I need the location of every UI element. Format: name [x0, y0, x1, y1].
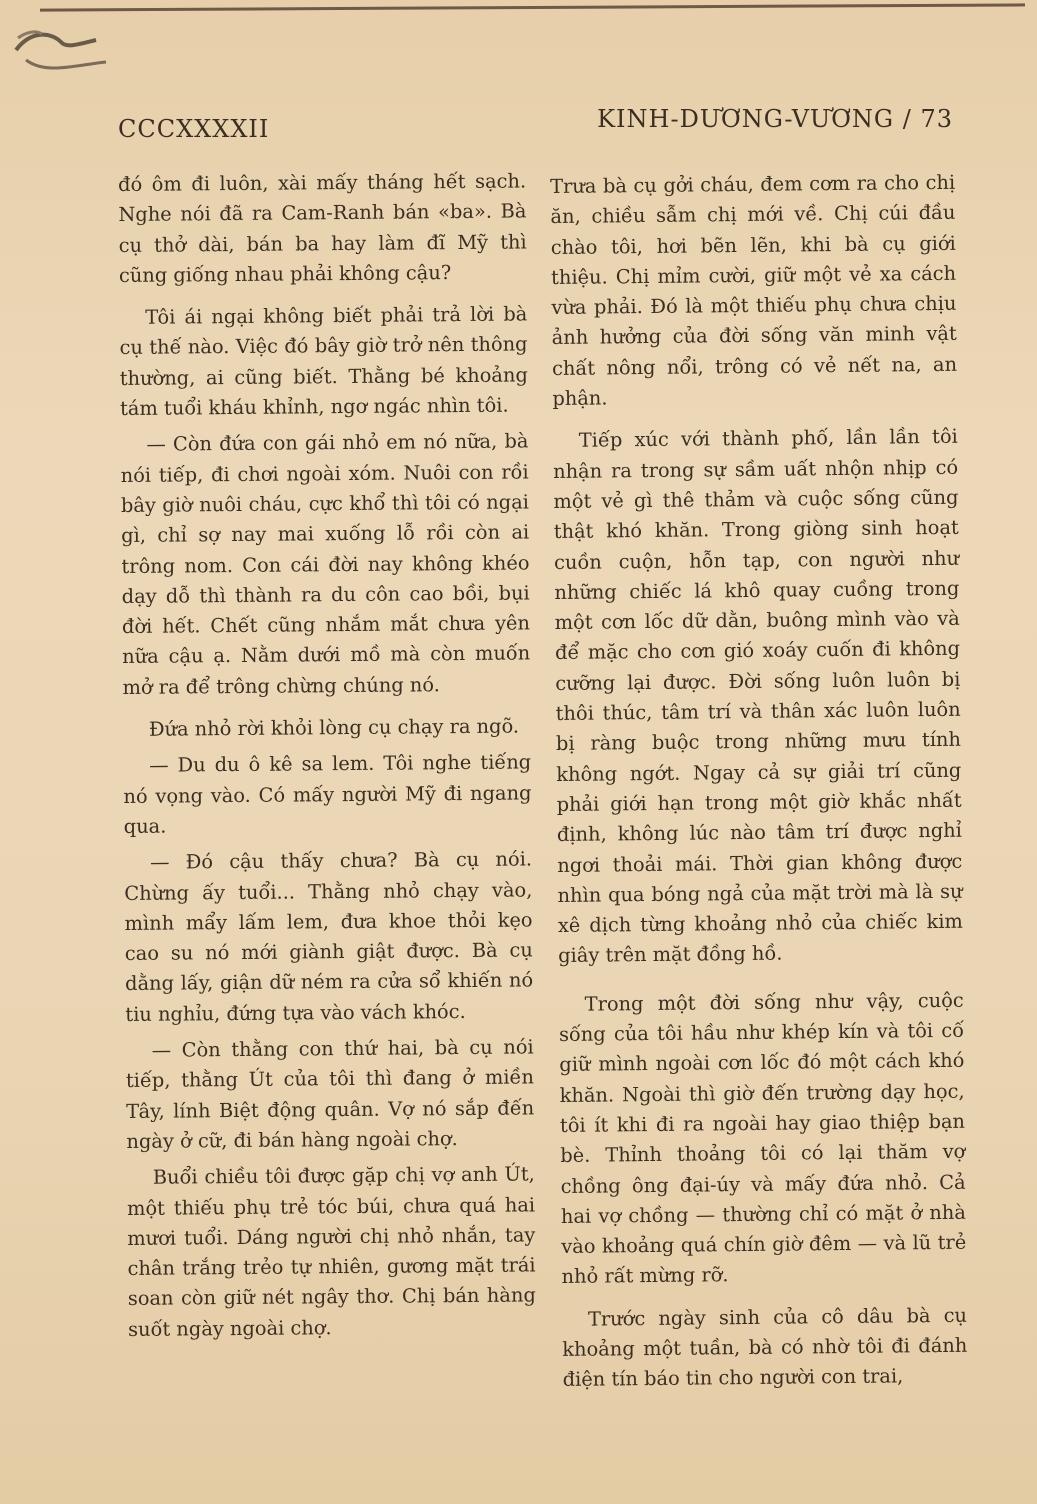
paragraph: Trước ngày sinh của cô dâu bà cụ khoảng một tuần, bà có nhờ tôi đi đánh điện tín báo tin cho người con trai, [562, 1303, 968, 1392]
left-text-column [118, 166, 536, 1350]
right-text-column [550, 168, 968, 1402]
corner-ornament-icon [6, 20, 116, 80]
paragraph: — Du du ô kê sa lem. Tôi nghe tiếng nó vọng vào. Có mấy người Mỹ đi ngang qua. [123, 750, 532, 838]
paragraph: Đứa nhỏ rời khỏi lòng cụ chạy ra ngõ. [148, 714, 520, 741]
header-title-page-number: KINH-DƯƠNG-VƯƠNG / 73 [597, 105, 953, 133]
running-header [118, 105, 953, 145]
paragraph: Buổi chiều tôi được gặp chị vợ anh Út, một thiếu phụ trẻ tóc búi, chưa quá hai mươi tuổi. Dáng người chị nhỏ nhắn, tay chân trắng trẻo tự nhiên, gương mặt trái soan còn giữ nét ngây thơ. Chị bán hàng suốt ngày ngoài chợ. [126, 1162, 536, 1341]
paragraph: — Đó cậu thấy chưa? Bà cụ nói. Chừng ấy tuổi... Thằng nhỏ chạy vào, mình mẩy lấm lem, đưa khoe thỏi kẹo cao su nó mới giành giật được. Bà cụ dằng lấy, giận dữ ném ra cửa sổ khiến nó tiu nghỉu, đứng tựa vào vách khóc. [124, 847, 534, 1026]
header-volume-number: CCCXXXXII [118, 115, 270, 143]
paragraph: Trưa bà cụ gởi cháu, đem cơm ra cho chị ăn, chiều sẫm chị mới về. Chị cúi đầu chào tôi, hơi bẽn lẽn, khi bà cụ giới thiệu. Chị mỉm cười, giữ một vẻ xa cách vừa phải. Đó là một thiếu phụ chưa chịu ảnh hưởng của đời sống văn minh vật chất nông nổi, trông có vẻ nết na, an phận. [550, 170, 958, 411]
page-top-edge [40, 3, 1025, 11]
paragraph: Trong một đời sống như vậy, cuộc sống của tôi hầu như khép kín và tôi cố giữ mình ngoài cơn lốc đó một cách khó khăn. Ngoài thì giờ đến trường dạy học, tôi ít khi đi ra ngoài hay giao thiệp bạn bè. Thỉnh thoảng tôi có lại thăm vợ chồng ông đại-úy và mấy đứa nhỏ. Cả hai vợ chồng — thường chỉ có mặt ở nhà vào khoảng quá chín giờ đêm — và lũ trẻ nhỏ rất mừng rỡ. [558, 988, 967, 1289]
paragraph: — Còn thằng con thứ hai, bà cụ nói tiếp, thằng Út của tôi thì đang ở miền Tây, lính Biệt động quân. Vợ nó sắp đến ngày ở cữ, đi bán hàng ngoài chợ. [125, 1035, 535, 1153]
paragraph: Tiếp xúc với thành phố, lần lần tôi nhận ra trong sự sầm uất nhộn nhịp có một vẻ gì thê thảm và cuộc sống cũng thật khó khăn. Trong giòng sinh hoạt cuồn cuộn, hỗn tạp, con người như những chiếc lá khô quay cuồng trong một cơn lốc dữ dằn, buông mình vào và để mặc cho cơn gió xoáy cuốn đi không cưỡng lại được. Đời sống luôn luôn bị thôi thúc, tâm trí và thân xác luôn luôn bị ràng buộc trong những mưu tính không ngớt. Ngay cả sự giải trí cũng phải giới hạn trong một giờ khắc nhất định, không lúc nào tâm trí được nghỉ ngơi thoải mái. Thời gian không được nhìn qua bóng ngả của mặt trời mà là sự xê dịch từng khoảng nhỏ của chiếc kim giây trên mặt đồng hồ. [553, 425, 963, 968]
paragraph: — Còn đứa con gái nhỏ em nó nữa, bà nói tiếp, đi chơi ngoài xóm. Nuôi con rồi bây giờ nuôi cháu, cực khổ thì tôi có ngại gì, chỉ sợ nay mai xuống lỗ rồi còn ai trông nom. Con cái đời nay không khéo dạy dỗ thì thành ra du côn cao bồi, bụi đời hết. Chết cũng nhắm mắt chưa yên nữa cậu ạ. Nằm dưới mồ mà còn muốn mở ra để trông chừng chúng nó. [120, 429, 531, 699]
paragraph: đó ôm đi luôn, xài mấy tháng hết sạch. Nghe nói đã ra Cam-Ranh bán «ba». Bà cụ thở dài, bán ba hay làm đĩ Mỹ thì cũng giống nhau phải không cậu? [118, 169, 527, 287]
paragraph: Tôi ái ngại không biết phải trả lời bà cụ thế nào. Việc đó bây giờ trở nên thông thường, ai cũng biết. Thằng bé khoảng tám tuổi kháu khỉnh, ngơ ngác nhìn tôi. [119, 302, 528, 421]
